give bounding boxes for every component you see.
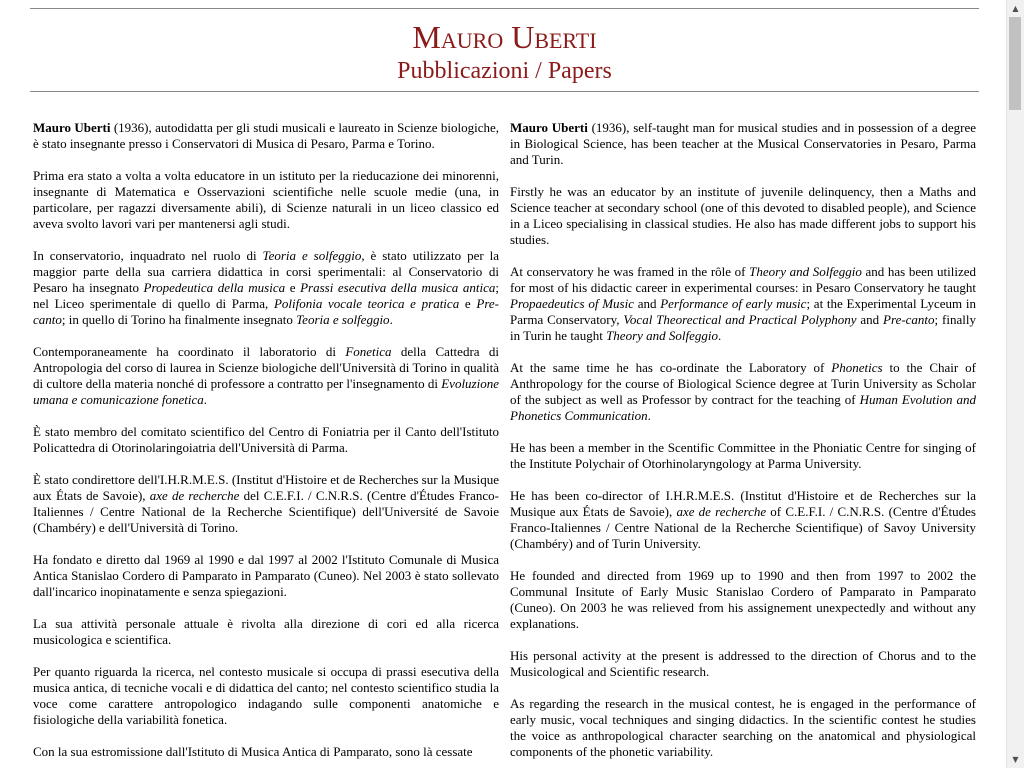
en-p4-text: . [647, 408, 651, 423]
it-p3-italic: Teoria e solfeggio [296, 312, 390, 327]
it-p3-text: . [389, 312, 393, 327]
en-p6-text: He has been co-director of I.H.R.M.E.S. (Institut d'Histoire et de Recherches sur la Musique aux États de Savoie), [510, 488, 976, 519]
page-header [30, 9, 979, 91]
page [30, 0, 979, 768]
it-paragraph-3 [33, 248, 499, 328]
en-paragraph-3 [510, 264, 976, 344]
en-paragraph-9: As regarding the research in the musical contest, he is engaged in the performance of early music, vocal techniques and singing didactics. In the scientific contest he studies the voice as anthropological character searching on the anatomical and physiological components of the phonetic variability. [510, 696, 976, 759]
it-p4-text: della Cattedra di Antropologia del corso di laurea in Scienze biologiche dell'Università di Torino in qualità di cultore della materia nonché di professore a contratto per l'insegnamento di [33, 344, 499, 391]
en-p4-italic: Phonetics [831, 360, 883, 375]
it-bio-text: (1936), autodidatta per gli studi musicali e laureato in Scienze biologiche, è stato insegnante presso i Conservatori di Musica di Pesaro, Parma e Torino. [33, 120, 500, 151]
it-p6-text: del C.E.F.I. / C.N.R.S. (Centre d'Études Franco-Italiennes / Centre National de la Recherche Scientifique) dell'Université de Savoie (Chambéry) e dell'Università di Torino. [33, 488, 499, 535]
en-p3-italic: Theory and Solfeggio [749, 264, 862, 279]
en-p3-italic: Theory and Solfeggio [606, 328, 719, 343]
page-subtitle: Pubblicazioni / Papers [397, 58, 612, 84]
it-p3-italic: Propedeutica della musica [143, 280, 286, 295]
en-p4-text: to the Chair of Anthropology for the course of Biological Science degree at Turin University as Scholar of the subject as well as Professor by contract for the teaching of [510, 360, 976, 407]
it-paragraph-1 [33, 120, 499, 152]
it-p3-text: e [459, 296, 477, 311]
en-paragraph-2: Firstly he was an educator by an institute of juvenile delinquency, then a Maths and Science teacher at secondary school (one of this devoted to disabled people), and Science in a Liceo specialising in classical studies. He also has made different jobs to support his studies. [510, 184, 976, 247]
en-p3-text: and [856, 312, 884, 327]
en-p3-text: At conservatory he was framed in the rôle of [510, 264, 750, 279]
it-p3-text: In conservatorio, inquadrato nel ruolo di [33, 248, 263, 263]
scroll-down-arrow-icon[interactable]: ▼ [1012, 755, 1019, 764]
it-p4-text: Contemporaneamente ha coordinato il laboratorio di [33, 344, 346, 359]
it-p3-text: , è stato utilizzato per la maggior parte della sua carriera didattica in corsi sperimentali: al Conservatorio di Pesaro ha insegnato [33, 248, 499, 295]
en-p4-italic: Human Evolution and Phonetics Communication [510, 392, 976, 423]
it-paragraph-9: Per quanto riguarda la ricerca, nel contesto musicale si occupa di prassi esecutiva della musica antica, di tecniche vocali e di didattica del canto; nel contesto scientifico studia la voce come carattere antropologico indagando sulle componenti anatomiche e fisiologiche della variabilità fonetica. [33, 664, 499, 727]
it-p4-text: . [203, 392, 208, 407]
it-p3-italic: Teoria e solfeggio [262, 248, 362, 263]
en-p3-text: and [633, 296, 661, 311]
en-p3-italic: Propaedeutics of Music [510, 296, 634, 311]
it-p6-italic: axe de recherche [149, 488, 240, 503]
it-p3-italic: Polifonia vocale teorica e pratica [273, 296, 460, 311]
en-p6-text: of C.E.F.I. / C.N.R.S. (Centre d'Études Franco-Italiennes / Centre National de la Recherche Scientifique) of Savoy University (Chambéry) and of Turin University. [510, 504, 976, 551]
it-paragraph-6 [33, 472, 499, 536]
en-p3-italic: Pre-canto [883, 312, 935, 327]
en-bio-name: Mauro Uberti [510, 120, 588, 135]
italian-column [33, 120, 499, 768]
it-paragraph-7: Ha fondato e diretto dal 1969 al 1990 e dal 1997 al 2002 l'Istituto Comunale di Musica Antica Stanislao Cordero di Pamparato in Pamparato (Cuneo). Nel 2003 è stato sollevato dall'incarico inopinatamente e senza spiegazioni. [33, 552, 499, 599]
it-paragraph-8: La sua attività personale attuale è rivolta alla direzione di cori ed alla ricerca musicologica e scientifica. [33, 616, 499, 647]
en-p3-italic: Performance of early music [660, 296, 807, 311]
en-p3-text: ; finally in Turin he taught [510, 312, 976, 343]
en-p3-italic: Vocal Theorectical and Practical Polyphony [623, 312, 857, 327]
it-paragraph-10: Con la sua estromissione dall'Istituto di Musica Antica di Pamparato, sono là cessate [33, 744, 473, 759]
en-p3-text: and has been utilized for most of his didactic career in experimental courses: in Pesaro Conservatory he taught [510, 264, 976, 295]
it-p3-text: ; in quello di Torino ha finalmente insegnato [61, 312, 297, 327]
it-paragraph-2: Prima era stato a volta a volta educatore in un istituto per la rieducazione dei minorenni, insegnante di Matematica e Osservazioni scientifiche nelle scuole medie (una, in particolare, per ragazzi diversamente abili), di Scienze naturali in un liceo classico ed aveva svolto lavori vari per mantenersi agli studi. [33, 168, 499, 231]
en-paragraph-6 [510, 488, 976, 552]
english-column [510, 120, 976, 768]
it-p3-italic: Prassi esecutiva della musica antica [300, 280, 496, 295]
it-p3-italic: Pre-canto [33, 296, 499, 327]
en-paragraph-5: He has been a member in the Scentific Committee in the Phoniatic Centre for singing of the Institute Polychair of Otorhinolaryngology at Parma University. [510, 440, 976, 471]
it-bio-name: Mauro Uberti [33, 120, 111, 135]
scroll-up-arrow-icon[interactable]: ▲ [1012, 4, 1019, 13]
en-paragraph-8: His personal activity at the present is addressed to the direction of Chorus and to the Musicological and Scientific research. [510, 648, 976, 679]
it-paragraph-4 [33, 344, 499, 408]
en-p4-text: At the same time he has co-ordinate the Laboratory of [510, 360, 832, 375]
header-bottom-rule [30, 91, 979, 92]
en-paragraph-7: He founded and directed from 1969 up to 1990 and then from 1997 to 2002 the Communal Insitute of Early Music Stanislao Cordero of Pamparato in Pamparato (Cuneo). On 2003 he was relieved from his assignement unexpectedly and without any explanations. [510, 568, 976, 631]
it-paragraph-5: È stato membro del comitato scientifico del Centro di Foniatria per il Canto dell'Istituto Policattedra di Otorinolaringoiatria dell'Università di Parma. [33, 424, 499, 455]
en-p3-text: . [718, 328, 722, 343]
it-p3-text: ; nel Liceo sperimentale di quello di Parma, [33, 280, 499, 311]
it-p6-text: È stato condirettore dell'I.H.R.M.E.S. (Institut d'Histoire et de Recherches sur la Musique aux États de Savoie), [33, 472, 499, 503]
it-p3-text: e [285, 280, 301, 295]
en-paragraph-1 [510, 120, 976, 168]
vertical-scrollbar[interactable] [1006, 0, 1024, 768]
en-paragraph-4 [510, 360, 976, 424]
en-p3-text: ; at the Experimental Lyceum in Parma Conservatory, [510, 296, 977, 327]
bilingual-columns [30, 120, 979, 768]
scrollbar-thumb[interactable] [1009, 17, 1021, 110]
en-bio-text: (1936), self-taught man for musical studies and in possession of a degree in Biological Science, has been teacher at the Musical Conservatories in Pesaro, Parma and Turin. [510, 120, 976, 167]
author-name-title: Mauro Uberti [412, 19, 597, 55]
en-p6-italic: axe de recherche [676, 504, 767, 519]
it-p4-italic: Fonetica [345, 344, 392, 359]
it-p4-italic: Evoluzione umana e comunicazione fonetica [33, 376, 499, 407]
